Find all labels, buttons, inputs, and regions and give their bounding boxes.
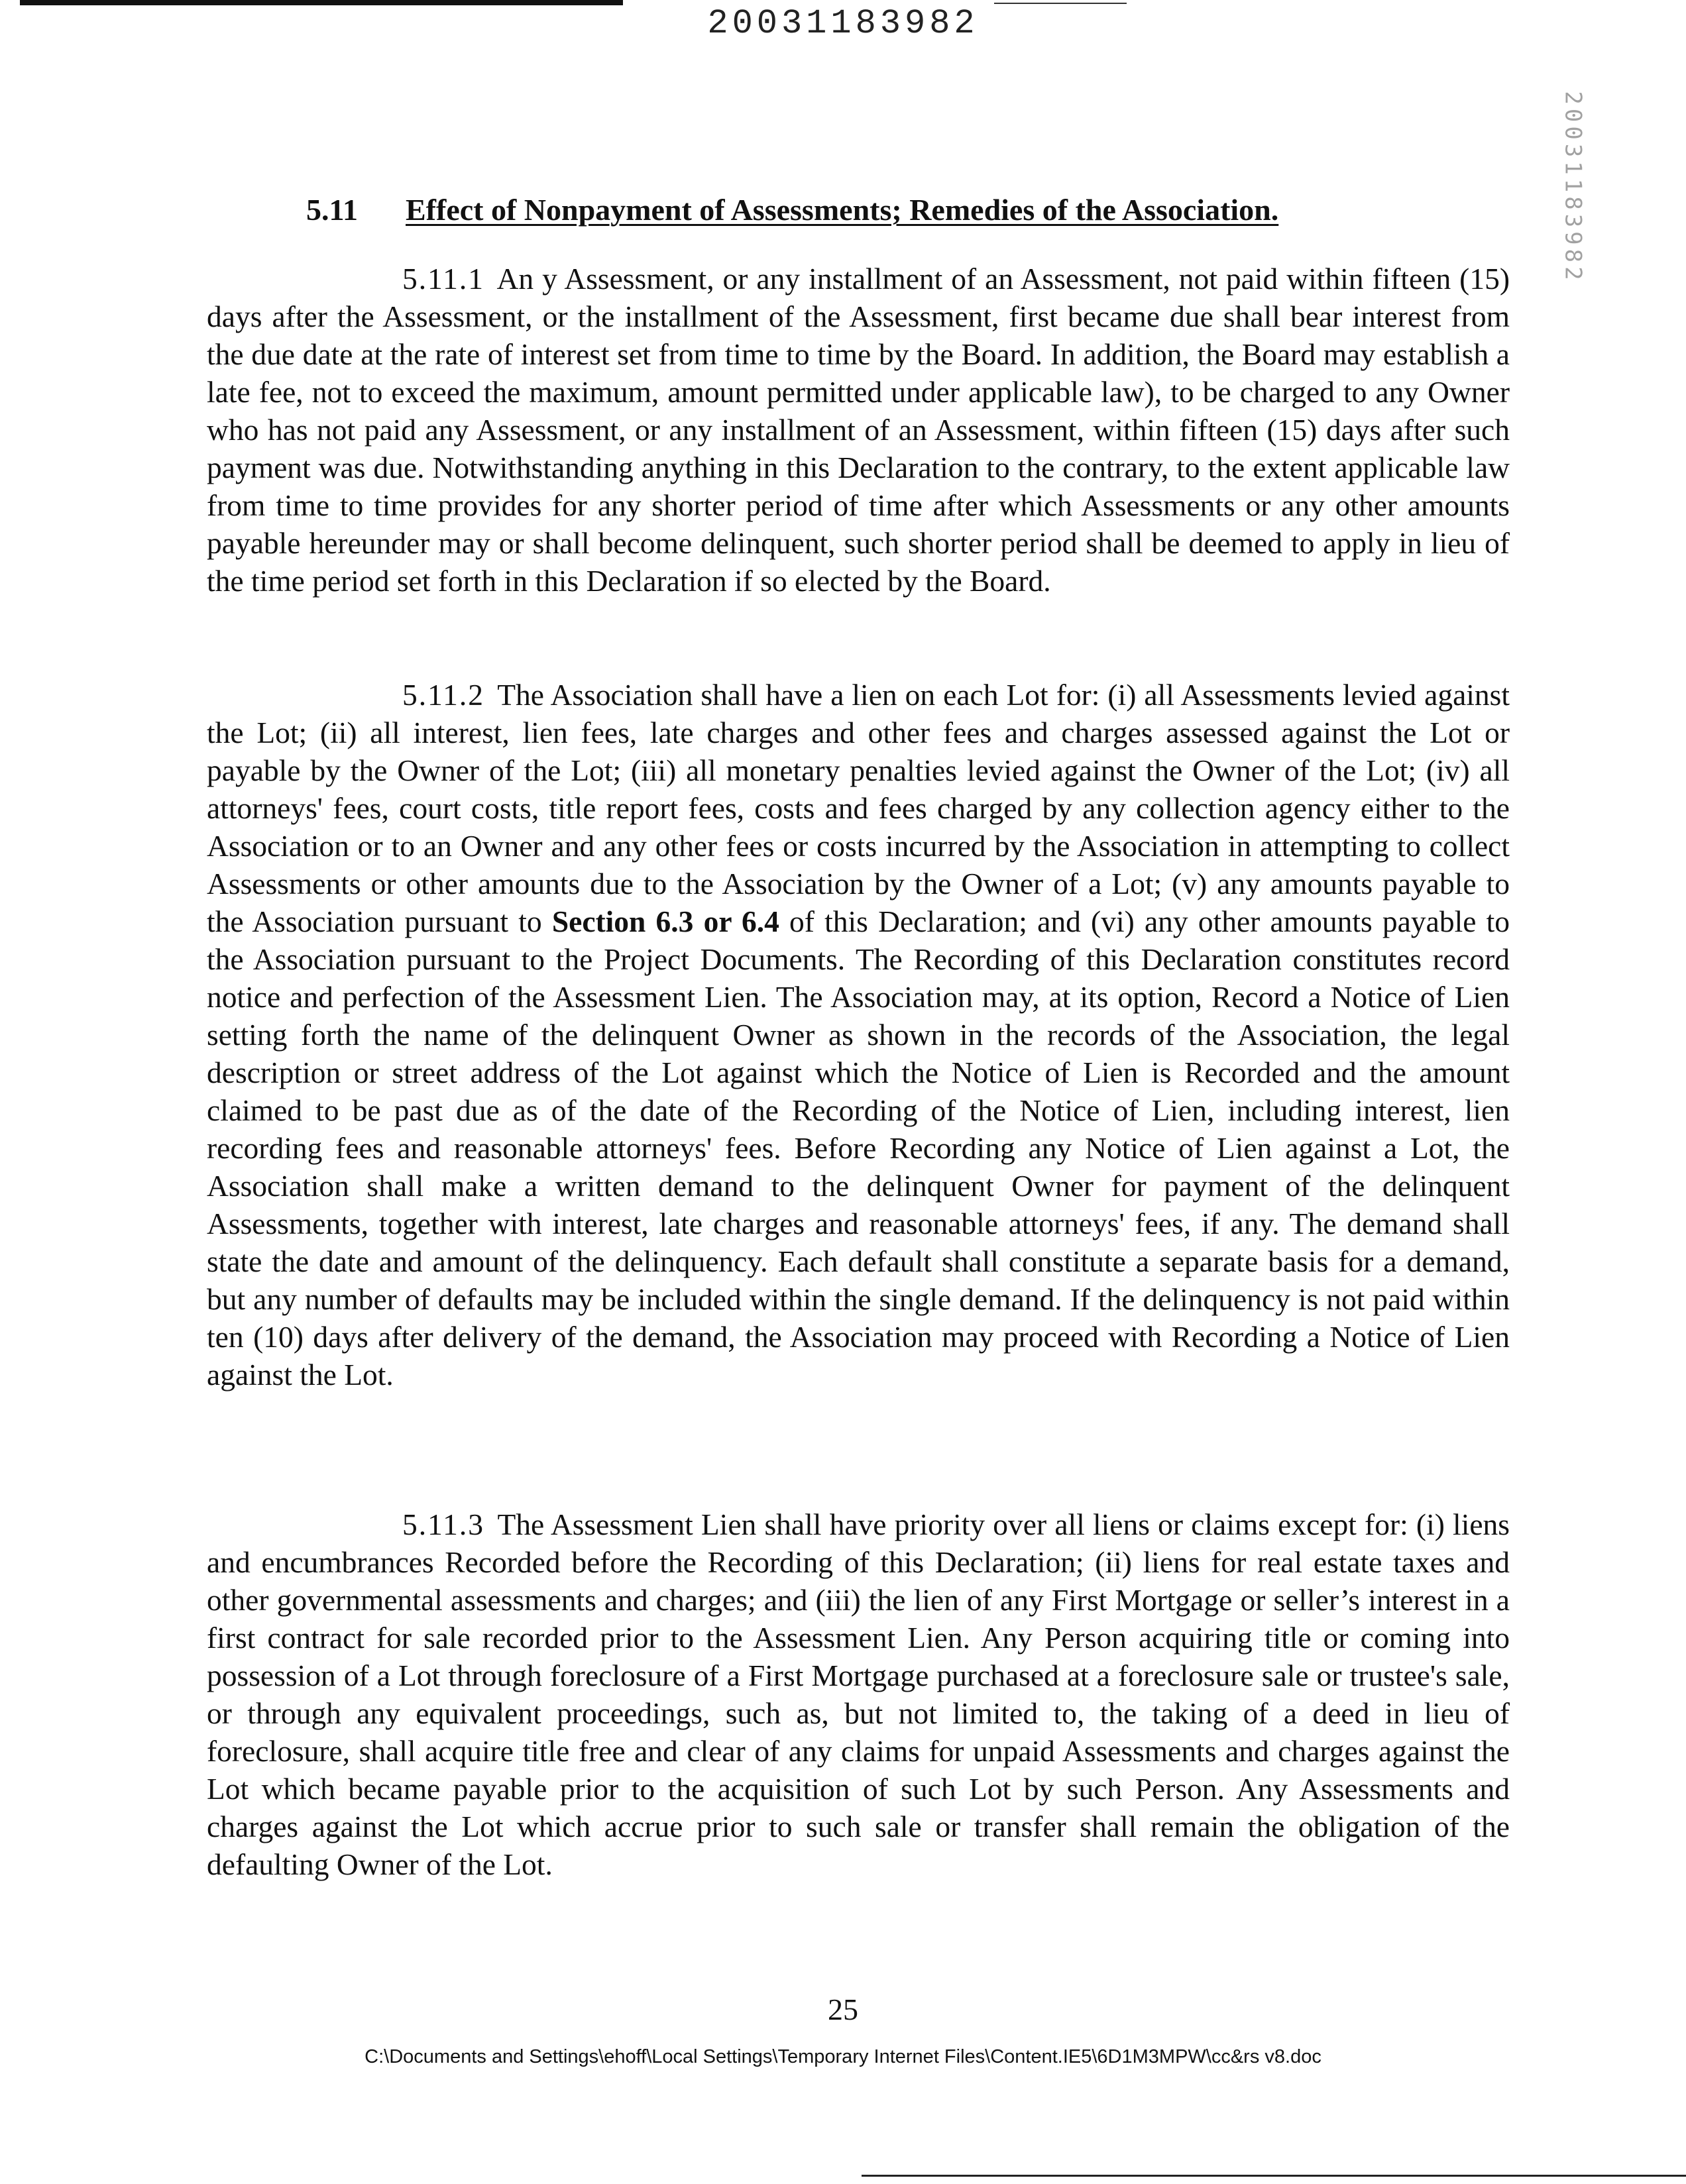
paragraph-5-11-1 xyxy=(207,260,1510,600)
paragraph-5-11-2 xyxy=(207,676,1510,1393)
section-title: Effect of Nonpayment of Assessments; Remedies of the Association. xyxy=(406,193,1279,227)
paragraph-text: An y Assessment, or any installment of an Assessment, not paid within fifteen (15) days after the Assessment, or the installment of the Assessment, first became due shall bear interest from the due date at the rate of interest set from time to time by the Board. In addition, the Board may establish a late fee, not to exceed the maximum, amount permitted under applicable law), to be charged to any Owner who has not paid any Assessment, or any installment of an Assessment, within fifteen (15) days after such payment was due. Notwithstanding anything in this Declaration to the contrary, to the extent applicable law from time to time provides for any shorter period of time after which Assessments or any other amounts payable hereunder may or shall become delinquent, such shorter period shall be deemed to apply in lieu of the time period set forth in this Declaration if so elected by the Board. xyxy=(207,262,1510,598)
paragraph-text: The Assessment Lien shall have priority over all liens or claims except for: (i) liens and encumbrances Recorded before the Recording of this Declaration; (ii) liens for real estate taxes and other governmental assessments and charges; and (iii) the lien of any First Mortgage or seller’s interest in a first contract for sale recorded prior to the Assessment Lien. Any Person acquiring title or coming into possession of a Lot through foreclosure of a First Mortgage purchased at a foreclosure sale or trustee's sale, or through any equivalent proceedings, such as, but not limited to, the taking of a deed in lieu of foreclosure, shall acquire title free and clear of any claims for unpaid Assessments and charges against the Lot which became payable prior to the acquisition of such Lot by such Person. Any Assessments and charges against the Lot which accrue prior to such sale or transfer shall remain the obligation of the defaulting Owner of the Lot. xyxy=(207,1507,1510,1881)
paragraph-5-11-3 xyxy=(207,1505,1510,1883)
page-number: 25 xyxy=(828,1993,858,2026)
document-number: 20031183982 xyxy=(707,4,979,43)
side-stamp-text: 20031183982 xyxy=(1560,91,1587,284)
side-stamp xyxy=(1559,85,1588,290)
paragraph-number: 5.11.2 xyxy=(402,678,485,712)
paragraph-number: 5.11.1 xyxy=(402,262,485,296)
paragraph-text-continued: of this Declaration; and (vi) any other amounts payable to the Association pursuant to the Project Documents. The Recording of this Declaration constitutes record notice and perfection of the Assessment Lien. The Association may, at its option, Record a Notice of Lien setting forth the name of the delinquent Owner as shown in the records of the Association, the legal description or street address of the Lot against which the Notice of Lien is Recorded and the amount claimed to be past due as of the date of the Recording of the Notice of Lien, including interest, lien recording fees and reasonable attorneys' fees. Before Recording any Notice of Lien against a Lot, the Association shall make a written demand to the delinquent Owner for payment of the delinquent Assessments, together with interest, late charges and reasonable attorneys' fees, if any. The demand shall state the date and amount of the delinquency. Each default shall constitute a separate basis for a demand, but any number of defaults may be included within the single demand. If the delinquency is not paid within ten (10) days after delivery of the demand, the Association may proceed with Recording a Notice of Lien against the Lot. xyxy=(207,904,1510,1392)
paragraph-text: The Association shall have a lien on each Lot for: (i) all Assessments levied against the Lot; (ii) all interest, lien fees, late charges and other fees and charges assessed against the Lot or payable by the Owner of the Lot; (iii) all monetary penalties levied against the Owner of the Lot; (iv) all attorneys' fees, court costs, title report fees, costs and fees charged by any collection agency either to the Association or to an Owner and any other fees or costs incurred by the Association in attempting to collect Assessments or other amounts due to the Association by the Owner of a Lot; (v) any amounts payable to the Association pursuant to xyxy=(207,678,1510,938)
section-number: 5.11 xyxy=(306,193,358,227)
section-heading xyxy=(306,192,1278,227)
bottom-rule xyxy=(862,2175,1686,2177)
file-path: C:\Documents and Settings\ehoff\Local Settings\Temporary Internet Files\Content.IE5\6D1M3MPW\cc&rs v8.doc xyxy=(365,2046,1321,2067)
section-reference: Section 6.3 or 6.4 xyxy=(551,904,779,938)
paragraph-number: 5.11.3 xyxy=(402,1507,485,1541)
